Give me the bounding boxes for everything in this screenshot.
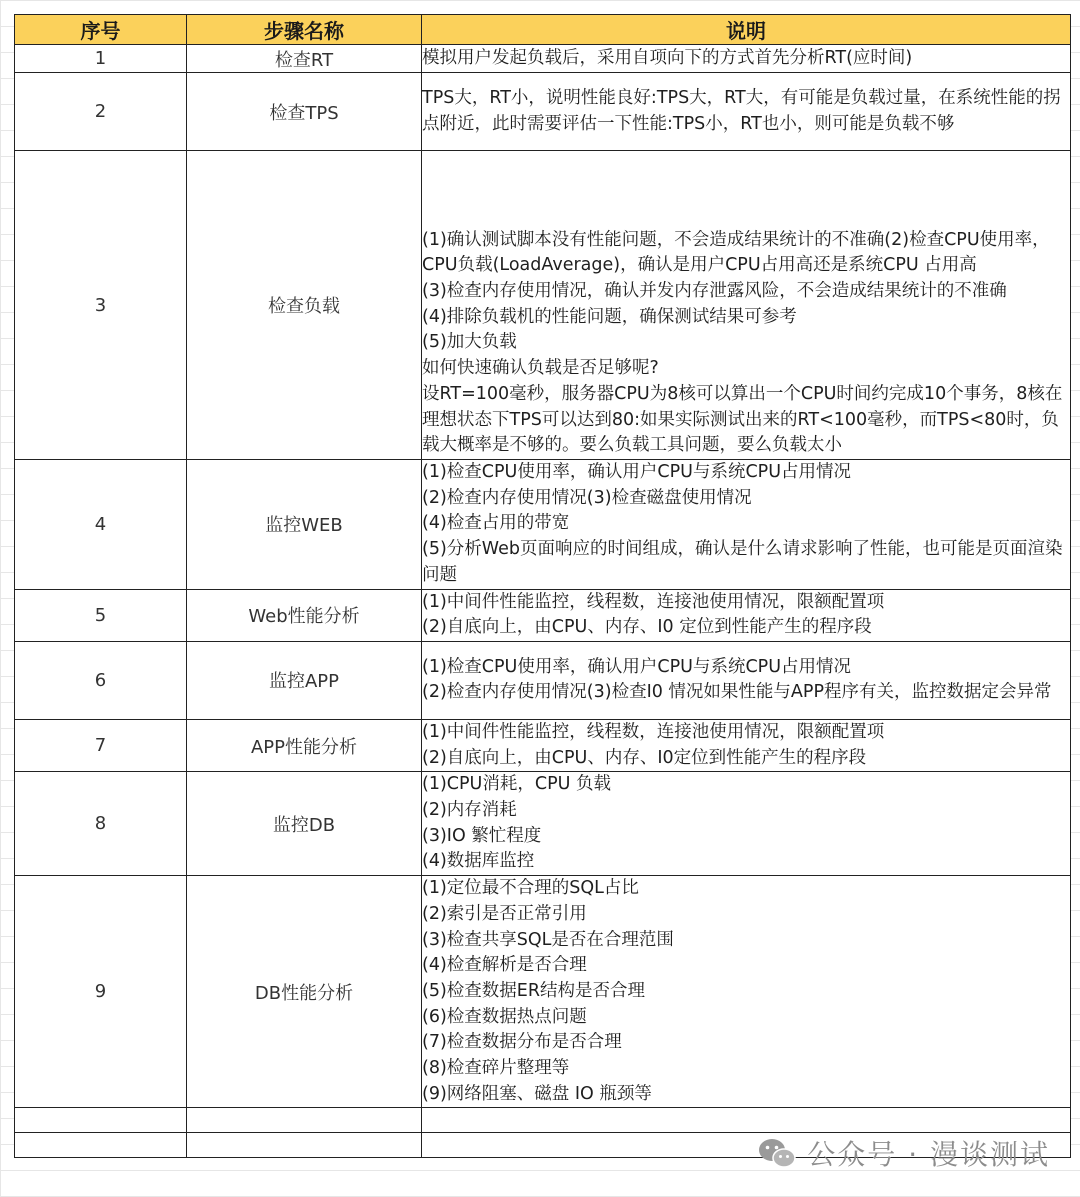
empty-cell[interactable] bbox=[187, 1133, 422, 1158]
table-row bbox=[15, 772, 1071, 876]
empty-cell[interactable] bbox=[422, 1108, 1071, 1133]
cell-description[interactable] bbox=[422, 45, 1071, 73]
description-line: 如何快速确认负载是否足够呢? bbox=[422, 358, 659, 379]
description-line: (1)确认测试脚本没有性能问题，不会造成结果统计的不准确(2)检查CPU使用率，CPU负载(LoadAverage)，确认是用户CPU占用高还是系统CPU 占用高 bbox=[422, 229, 1050, 276]
empty-cell[interactable] bbox=[15, 1133, 187, 1158]
cell-description[interactable] bbox=[422, 876, 1071, 1108]
empty-row bbox=[15, 1108, 1071, 1133]
wechat-icon bbox=[757, 1136, 797, 1170]
description-line: (3)检查共享SQL是否在合理范围 bbox=[422, 929, 674, 950]
description-line: (2)自底向上，由CPU、内存、I0 定位到性能产生的程序段 bbox=[422, 617, 872, 638]
spreadsheet bbox=[14, 14, 1070, 1158]
description-line: (6)检查数据热点问题 bbox=[422, 1006, 587, 1027]
cell-no[interactable]: 7 bbox=[15, 719, 187, 771]
description-line: (1)定位最不合理的SQL占比 bbox=[422, 878, 639, 899]
description-line: 设RT=100毫秒，服务器CPU为8核可以算出一个CPU时间约完成10个事务，8核在理想状态下TPS可以达到80:如果实际测试出来的RT<100毫秒，而TPS<80时，负载大概率是不够的。要么负载工具问题，要么负载太小 bbox=[422, 383, 1063, 456]
cell-description[interactable] bbox=[422, 73, 1071, 151]
description-line: (1)CPU消耗，CPU 负载 bbox=[422, 774, 612, 795]
description-line: (1)检查CPU使用率，确认用户CPU与系统CPU占用情况 bbox=[422, 462, 852, 482]
cell-step-name[interactable]: Web性能分析 bbox=[187, 589, 422, 641]
cell-description[interactable] bbox=[422, 589, 1071, 641]
cell-no[interactable]: 5 bbox=[15, 589, 187, 641]
description-line: (9)网络阻塞、磁盘 IO 瓶颈等 bbox=[422, 1083, 652, 1104]
cell-step-name[interactable]: 监控WEB bbox=[187, 460, 422, 590]
description-line: (1)中间件性能监控，线程数，连接池使用情况，限额配置项 bbox=[422, 721, 885, 742]
cell-no[interactable]: 1 bbox=[15, 45, 187, 73]
cell-no[interactable]: 4 bbox=[15, 460, 187, 590]
table-row bbox=[15, 589, 1071, 641]
watermark-text: 公众号 · 漫谈测试 bbox=[807, 1138, 1050, 1171]
description-line: (2)内存消耗 bbox=[422, 800, 517, 821]
description-line: (8)检查碎片整理等 bbox=[422, 1058, 570, 1079]
description-line: 模拟用户发起负载后，采用自项向下的方式首先分析RT(应时间) bbox=[422, 47, 913, 68]
cell-description[interactable] bbox=[422, 460, 1071, 590]
cell-step-name[interactable]: APP性能分析 bbox=[187, 719, 422, 771]
header-description[interactable]: 说明 bbox=[422, 15, 1071, 45]
description-line: (4)检查占用的带宽 bbox=[422, 513, 570, 534]
description-line: (5)检查数据ER结构是否合理 bbox=[422, 980, 646, 1001]
empty-cell[interactable] bbox=[187, 1108, 422, 1133]
description-line: TPS大，RT小，说明性能良好:TPS大，RT大，有可能是负载过量，在系统性能的拐点附近，此时需要评估一下性能:TPS小，RT也小，则可能是负载不够 bbox=[422, 87, 1061, 134]
header-no[interactable]: 序号 bbox=[15, 15, 187, 45]
description-line: (2)检查内存使用情况(3)检查磁盘使用情况 bbox=[422, 487, 752, 508]
description-line: (2)索引是否正常引用 bbox=[422, 903, 587, 924]
empty-cell[interactable] bbox=[15, 1108, 187, 1133]
cell-no[interactable]: 3 bbox=[15, 151, 187, 460]
description-line: (3)IO 繁忙程度 bbox=[422, 825, 542, 846]
cell-description[interactable] bbox=[422, 641, 1071, 719]
description-line: (5)分析Web页面响应的时间组成，确认是什么请求影响了性能，也可能是页面渲染问题 bbox=[422, 539, 1063, 585]
table-row bbox=[15, 73, 1071, 151]
cell-step-name[interactable]: 监控DB bbox=[187, 772, 422, 876]
watermark bbox=[757, 1133, 1050, 1173]
cell-step-name[interactable]: 监控APP bbox=[187, 641, 422, 719]
header-row bbox=[15, 15, 1071, 45]
table-row bbox=[15, 876, 1071, 1108]
cell-no[interactable]: 2 bbox=[15, 73, 187, 151]
cell-no[interactable]: 8 bbox=[15, 772, 187, 876]
cell-description[interactable] bbox=[422, 719, 1071, 771]
description-line: (4)检查解析是否合理 bbox=[422, 955, 587, 976]
cell-step-name[interactable]: 检查TPS bbox=[187, 73, 422, 151]
cell-step-name[interactable]: DB性能分析 bbox=[187, 876, 422, 1108]
cell-no[interactable]: 9 bbox=[15, 876, 187, 1108]
description-line: (3)检查内存使用情况，确认并发内存泄露风险，不会造成结果统计的不准确 bbox=[422, 281, 1007, 302]
description-line: (2)检查内存使用情况(3)检查I0 情况如果性能与APP程序有关，监控数据定会异常 bbox=[422, 682, 1052, 703]
cell-no[interactable]: 6 bbox=[15, 641, 187, 719]
description-line: (5)加大负载 bbox=[422, 332, 517, 353]
cell-description[interactable] bbox=[422, 772, 1071, 876]
header-step-name[interactable]: 步骤名称 bbox=[187, 15, 422, 45]
table-row bbox=[15, 460, 1071, 590]
cell-description[interactable] bbox=[422, 151, 1071, 460]
description-line: (1)中间件性能监控，线程数，连接池使用情况，限额配置项 bbox=[422, 591, 885, 612]
description-line: (7)检查数据分布是否合理 bbox=[422, 1032, 622, 1053]
description-line: (1)检查CPU使用率，确认用户CPU与系统CPU占用情况 bbox=[422, 656, 852, 677]
description-line: (4)数据库监控 bbox=[422, 851, 535, 872]
cell-step-name[interactable]: 检查RT bbox=[187, 45, 422, 73]
performance-steps-table bbox=[14, 14, 1071, 1158]
cell-step-name[interactable]: 检查负载 bbox=[187, 151, 422, 460]
table-row bbox=[15, 151, 1071, 460]
description-line: (4)排除负载机的性能问题，确保测试结果可参考 bbox=[422, 306, 797, 327]
table-row bbox=[15, 719, 1071, 771]
description-line: (2)自底向上，由CPU、内存、I0定位到性能产生的程序段 bbox=[422, 747, 867, 768]
table-row bbox=[15, 45, 1071, 73]
table-row bbox=[15, 641, 1071, 719]
